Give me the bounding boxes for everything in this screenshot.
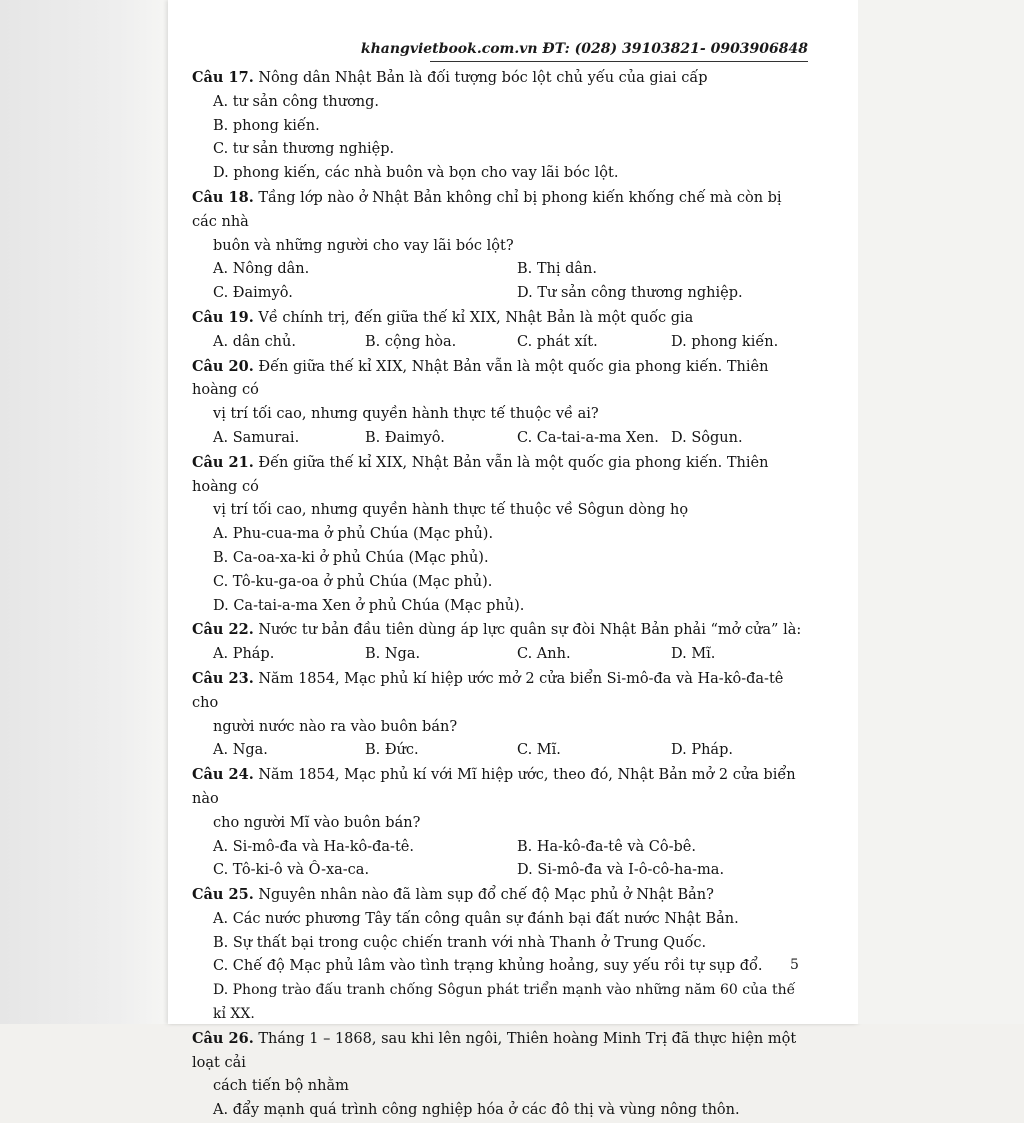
question-stem: Tầng lớp nào ở Nhật Bản không chỉ bị phong kiến khống chế mà còn bị các nhà [192,189,782,230]
question-stem-cont: cách tiến bộ nhằm [213,1078,349,1095]
option-d: D. Pháp. [671,742,733,759]
question-stem: Nông dân Nhật Bản là đối tượng bóc lột chủ yếu của giai cấp [253,70,708,86]
scan-right-margin [858,0,1024,1024]
question-stem: Nước tư bản đầu tiên dùng áp lực quân sự đòi Nhật Bản phải “mở cửa” là: [253,622,802,639]
option-a: A. Nga. [213,742,268,759]
option-a: A. Samurai. [213,429,300,446]
option-c: C. Tô-ki-ô và Ô-xa-ca. [213,862,370,879]
option-b: B. Ha-kô-đa-tê và Cô-bê. [517,838,696,855]
option-a: A. Các nước phương Tây tấn công quân sự đánh bại đất nước Nhật Bản. [213,910,739,927]
option-b: B. Ca-oa-xa-ki ở phủ Chúa (Mạc phủ). [213,549,489,566]
option-c: C. Tô-ku-ga-oa ở phủ Chúa (Mạc phủ). [213,573,493,590]
option-a: A. Nông dân. [213,261,310,278]
question-stem: Về chính trị, đến giữa thế kỉ XIX, Nhật Bản là một quốc gia [253,309,694,326]
question-label: Câu 22. [192,621,254,639]
option-a: A. tư sản công thương. [213,93,380,110]
question-stem: Năm 1854, Mạc phủ kí hiệp ước mở 2 cửa biển Si-mô-đa và Ha-kô-đa-tê cho [192,670,784,711]
option-d: D. Ca-tai-a-ma Xen ở phủ Chúa (Mạc phủ). [213,597,525,614]
option-b: B. cộng hòa. [365,333,457,350]
question-stem-cont: buôn và những người cho vay lãi bóc lột? [213,237,514,254]
question-label: Câu 21. [192,453,254,471]
option-d: D. Tư sản công thương nghiệp. [517,285,743,302]
question-label: Câu 24. [192,766,254,784]
question-stem: Nguyên nhân nào đã làm sụp đổ chế độ Mạc phủ ở Nhật Bản? [253,887,714,904]
option-b: B. Đức. [365,742,419,759]
question-20 [192,355,808,451]
question-label: Câu 18. [192,188,254,206]
option-d: D. Sôgun. [671,429,743,446]
option-c: C. Ca-tai-a-ma Xen. [517,429,659,446]
question-stem: Năm 1854, Mạc phủ kí với Mĩ hiệp ước, theo đó, Nhật Bản mở 2 cửa biển nào [192,767,796,807]
question-26 [192,1027,808,1123]
option-b: B. Đaimyô. [365,429,445,446]
question-label: Câu 17. [192,69,254,86]
page-header: khangvietbook.com.vn ĐT: (028) 39103821- 0903906848 [360,41,808,57]
question-24 [192,763,808,883]
question-19 [192,306,808,355]
option-a: A. đẩy mạnh quá trình công nghiệp hóa ở các đô thị và vùng nông thôn. [213,1102,740,1119]
question-label: Câu 25. [192,886,254,904]
question-stem-cont: cho người Mĩ vào buôn bán? [213,814,421,831]
question-list [192,66,808,1123]
question-25 [192,883,808,1027]
option-c: C. Mĩ. [517,742,561,759]
option-c: C. tư sản thương nghiệp. [213,141,395,158]
option-b: B. phong kiến. [213,117,320,134]
question-label: Câu 19. [192,308,254,326]
option-b: B. Nga. [365,646,421,663]
option-d: D. Phong trào đấu tranh chống Sôgun phát triển mạnh vào những năm 60 của thế kỉ XX. [213,982,796,1023]
scan-left-margin [0,0,168,1024]
option-a: A. Si-mô-đa và Ha-kô-đa-tê. [213,838,414,855]
question-stem: Đến giữa thế kỉ XIX, Nhật Bản vẫn là một quốc gia phong kiến. Thiên hoàng có [192,454,769,495]
option-a: A. dân chủ. [213,333,296,350]
question-label: Câu 20. [192,357,254,375]
option-c: C. Đaimyô. [213,285,293,302]
question-22 [192,618,808,667]
option-d: D. phong kiến, các nhà buôn và bọn cho vay lãi bóc lột. [213,165,619,182]
option-c: C. Anh. [517,646,571,663]
option-c: C. Chế độ Mạc phủ lâm vào tình trạng khủng hoảng, suy yếu rồi tự sụp đổ. [213,958,763,975]
header-rule [430,61,808,62]
question-23 [192,667,808,763]
question-stem-cont: vị trí tối cao, nhưng quyền hành thực tế thuộc về Sôgun dòng họ [213,502,689,519]
question-stem: Đến giữa thế kỉ XIX, Nhật Bản vẫn là một quốc gia phong kiến. Thiên hoàng có [192,358,769,399]
question-18 [192,186,808,306]
question-21 [192,451,808,619]
option-a: A. Phu-cua-ma ở phủ Chúa (Mạc phủ). [213,526,494,543]
question-17 [192,66,808,186]
option-d: D. Si-mô-đa và I-ô-cô-ha-ma. [517,862,725,879]
question-label: Câu 26. [192,1029,254,1047]
page-number: 5 [790,957,799,973]
question-stem-cont: người nước nào ra vào buôn bán? [213,718,458,735]
option-a: A. Pháp. [213,646,275,663]
option-c: C. phát xít. [517,333,598,350]
option-d: D. Mĩ. [671,646,716,663]
option-b: B. Sự thất bại trong cuộc chiến tranh với nhà Thanh ở Trung Quốc. [213,934,707,951]
question-stem: Tháng 1 – 1868, sau khi lên ngôi, Thiên hoàng Minh Trị đã thực hiện một loạt cải [192,1030,797,1071]
question-stem-cont: vị trí tối cao, nhưng quyền hành thực tế thuộc về ai? [213,406,599,423]
question-label: Câu 23. [192,669,254,687]
option-d: D. phong kiến. [671,333,779,350]
option-b: B. Thị dân. [517,261,598,278]
